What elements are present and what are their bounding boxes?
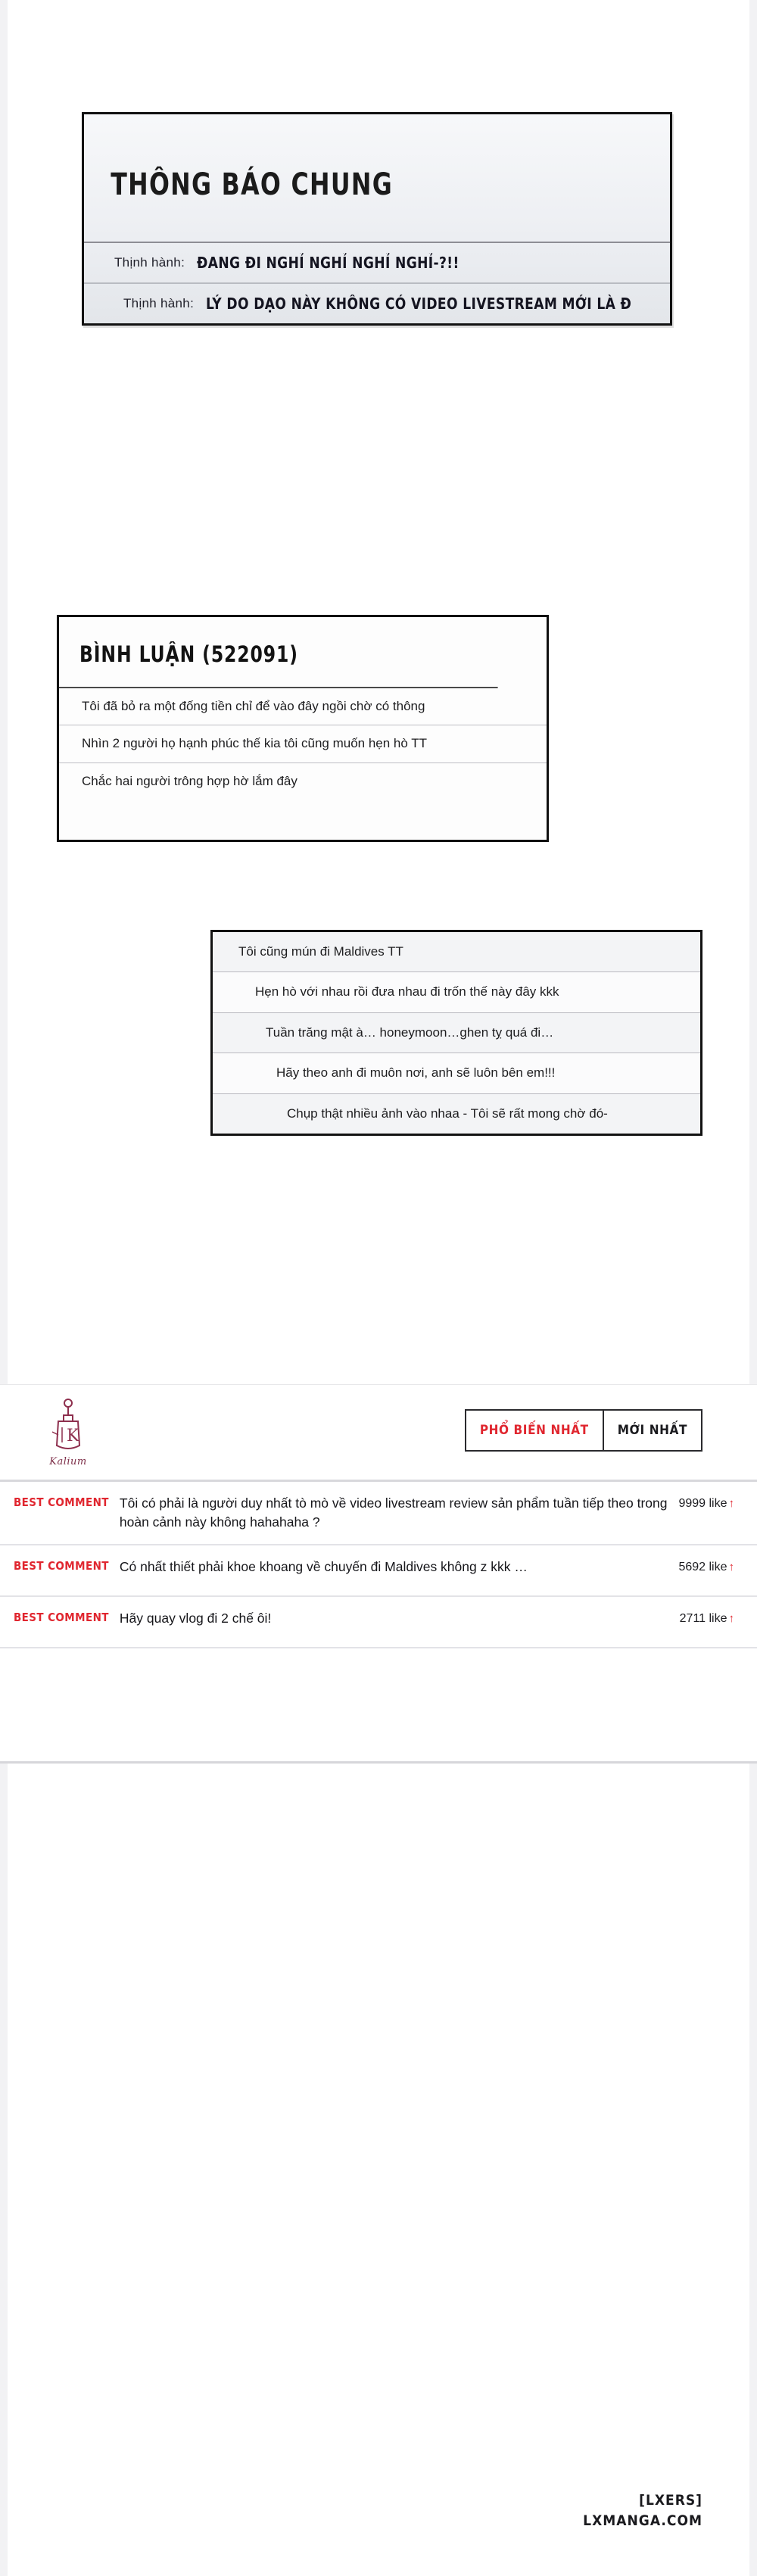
like-count-value: 5692 like xyxy=(678,1560,727,1573)
brand-logo xyxy=(23,1397,114,1467)
comment-text: Tôi có phải là người duy nhất tò mò về video livestream review sản phẩm tuần tiếp theo trong hoàn cảnh này không hahahaha ? xyxy=(119,1495,668,1530)
arrow-up-icon: ↑ xyxy=(728,1497,734,1510)
list-item[interactable]: Nhìn 2 người họ hạnh phúc thế kia tôi cũng muốn hẹn hò TT xyxy=(59,725,547,763)
trending-label: Thịnh hành: xyxy=(114,255,185,270)
like-count-value: 2711 like xyxy=(679,1611,727,1625)
arrow-up-icon: ↑ xyxy=(728,1611,734,1625)
widget-header xyxy=(0,1385,757,1482)
status-badge: BEST COMMENT xyxy=(14,1610,109,1624)
like-count[interactable] xyxy=(678,1558,734,1574)
trending-row[interactable] xyxy=(84,243,670,284)
trending-headline: LÝ DO DẠO NÀY KHÔNG CÓ VIDEO LIVESTREAM MỚI LÀ Đ xyxy=(206,295,632,313)
footer-line-2: LXMANGA.COM xyxy=(583,2512,702,2530)
trending-headline: ĐANG ĐI NGHỈ NGHỈ NGHỈ NGHỈ-?!! xyxy=(197,254,459,272)
list-item[interactable]: Hẹn hò với nhau rồi đưa nhau đi trốn thế này đây kkk xyxy=(213,972,700,1012)
comment-text: Có nhất thiết phải khoe khoang về chuyến đi Maldives không z kkk … xyxy=(119,1558,528,1574)
footer-credit xyxy=(583,2490,702,2532)
like-count-value: 9999 like xyxy=(678,1497,727,1510)
list-item[interactable]: Tuần trăng mật à… honeymoon…ghen tỵ quá đi… xyxy=(213,1013,700,1053)
list-item[interactable]: Tôi đã bỏ ra một đống tiền chỉ để vào đây ngồi chờ có thông xyxy=(59,688,547,725)
table-row[interactable] xyxy=(0,1597,757,1648)
list-item[interactable]: Chắc hai người trông hợp hờ lắm đây xyxy=(82,773,298,788)
status-badge: BEST COMMENT xyxy=(14,1558,109,1573)
list-item[interactable]: Hãy theo anh đi muôn nơi, anh sẽ luôn bên em!!! xyxy=(213,1053,700,1093)
like-count[interactable] xyxy=(680,1609,734,1626)
best-comments-widget xyxy=(0,1384,757,1763)
best-comment-list xyxy=(0,1482,757,1648)
brand-name: Kalium xyxy=(49,1456,87,1467)
page-title: THÔNG BÁO CHUNG xyxy=(111,167,394,202)
footer-line-1: [LXERS] xyxy=(639,2491,702,2509)
table-row[interactable] xyxy=(0,1545,757,1597)
list-item[interactable]: Tôi cũng mún đi Maldives TT xyxy=(213,932,700,972)
comment-text: Hãy quay vlog đi 2 chế ôi! xyxy=(119,1610,272,1626)
tab-most-popular[interactable]: PHỔ BIẾN NHẤT xyxy=(466,1411,604,1450)
left-gutter xyxy=(0,0,8,2576)
like-count[interactable] xyxy=(678,1494,734,1511)
table-row[interactable] xyxy=(0,1482,757,1545)
comments-panel xyxy=(57,615,549,842)
perfume-bottle-icon xyxy=(42,1397,95,1455)
trending-label: Thịnh hành: xyxy=(123,296,195,310)
divider xyxy=(0,1761,757,1764)
status-badge: BEST COMMENT xyxy=(14,1495,109,1509)
sort-tabs xyxy=(465,1409,702,1452)
tab-newest[interactable]: MỚI NHẤT xyxy=(604,1411,701,1450)
svg-text:K: K xyxy=(67,1427,79,1445)
comments-count-heading: BÌNH LUẬN (522091) xyxy=(59,617,498,688)
comments-panel-secondary xyxy=(210,930,702,1136)
trending-row[interactable] xyxy=(84,284,670,323)
list-item[interactable]: Chụp thật nhiều ảnh vào nhaa - Tôi sẽ rất mong chờ đó- xyxy=(213,1094,700,1134)
arrow-up-icon: ↑ xyxy=(728,1560,734,1573)
right-gutter xyxy=(749,0,757,2576)
trending-list xyxy=(84,242,670,323)
general-notice-panel xyxy=(82,112,672,326)
